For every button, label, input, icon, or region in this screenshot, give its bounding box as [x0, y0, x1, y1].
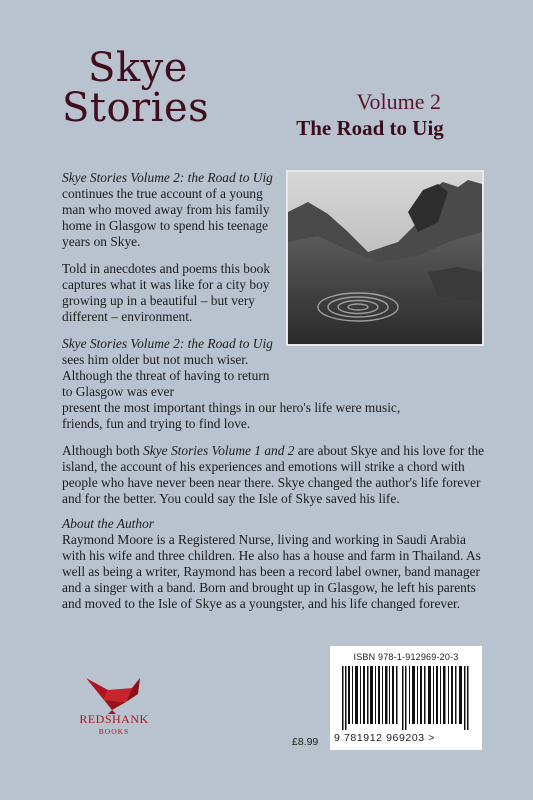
- book-title: [62, 45, 210, 131]
- blurb-4-text-a: Although both: [62, 443, 144, 458]
- blurb-column: [62, 170, 494, 507]
- publisher-logo: [74, 670, 154, 736]
- volume-label: Volume 2: [356, 89, 441, 114]
- blurb-3-title: Skye Stories Volume 2: the Road to Uig: [62, 336, 273, 351]
- blurb-4-title: Skye Stories Volume 1 and 2: [143, 443, 295, 458]
- title-line-1: Skye: [88, 45, 188, 91]
- isbn-label: ISBN 978-1-912969-20-3: [353, 652, 459, 662]
- about-author: [62, 516, 482, 612]
- isbn-digits: 9 781912 969203 >: [334, 732, 435, 744]
- isbn-barcode: [330, 646, 482, 750]
- blurb-3-text-a: sees him older but not much wiser. Although the threat of having to return to Glasgow was ever: [62, 352, 270, 399]
- blurb-1-title: Skye Stories Volume 2: the Road to Uig: [62, 170, 273, 185]
- price: £8.99: [292, 736, 319, 748]
- blurb-paragraph-3: [62, 336, 276, 400]
- bird-icon: [82, 670, 144, 714]
- publisher-name: REDSHANK: [79, 712, 149, 726]
- blurb-paragraph-1: [62, 170, 276, 250]
- barcode-bars: [342, 666, 470, 730]
- about-body: Raymond Moore is a Registered Nurse, living and working in Saudi Arabia with his wife and three children. He also has a house and farm in Thailand. As well as being a writer, Raymond has been a record label owner, band manager and a singer with a band. Born and brought up in Glasgow, he left his parents and moved to the Isle of Skye as a youngster, and his life changed forever.: [62, 532, 481, 611]
- blurb-paragraph-3-cont: present the most important things in our hero's life were music, friends, fun and trying to find love.: [62, 400, 401, 431]
- title-line-2: Stories: [62, 85, 210, 131]
- about-heading: About the Author: [62, 516, 154, 531]
- book-subtitle: The Road to Uig: [296, 116, 444, 140]
- blurb-1-text: continues the true account of a young man who moved away from his family home in Glasgow to spend his teenage years on Skye.: [62, 186, 270, 249]
- blurb-4-text-b: are about Skye and his love for the island, the account of his experiences and emotions will strike a chord with people who have never been near there. Skye changed the author's life forever and for the better. You could say the Isle of Skye saved his life.: [62, 443, 485, 506]
- publisher-sub: BOOKS: [98, 727, 130, 736]
- blurb-paragraph-4: [62, 443, 494, 507]
- blurb-paragraph-2: Told in anecdotes and poems this book captures what it was like for a city boy growing up in a beautiful – but very different – environment.: [62, 261, 271, 324]
